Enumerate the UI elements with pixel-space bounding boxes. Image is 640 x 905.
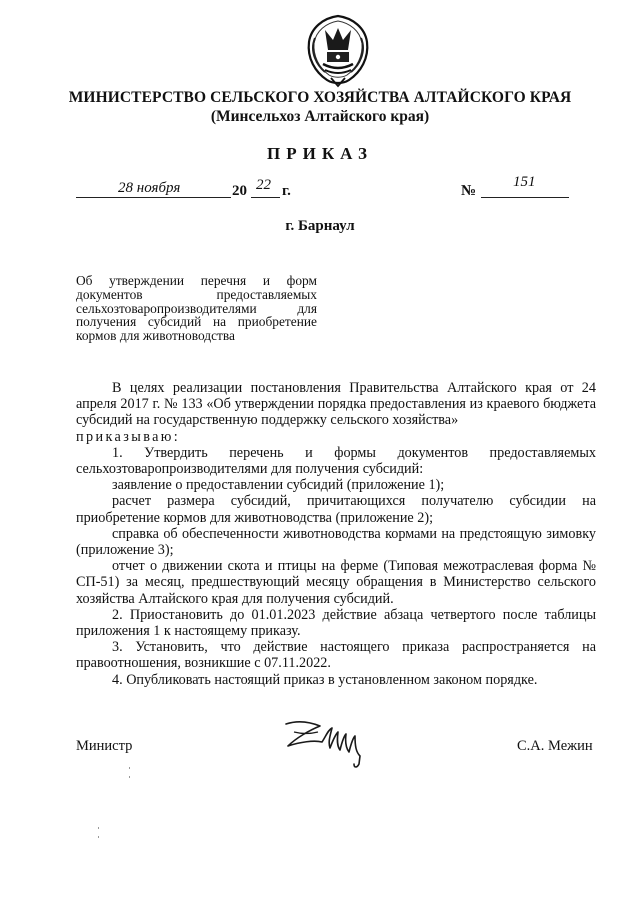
paragraph-item-1: 1. Утвердить перечень и формы документов предоставляемых сельхозтоваропроизводителями для получения субсидий:	[76, 444, 596, 478]
order-number: 151	[513, 174, 536, 190]
paragraph-preamble	[76, 380, 596, 429]
order-subject: Об утверждении перечня и форм документов предоставляемых сельхозтоваропроизводителями для получения субсидий на приобретение кормов для животноводства	[76, 273, 317, 344]
signature-icon	[280, 712, 375, 770]
date-number-row	[76, 176, 576, 206]
ministry-short-title: (Минсельхоз Алтайского края)	[210, 108, 430, 125]
year-unit: г.	[282, 183, 291, 199]
ministry-title: МИНИСТЕРСТВО СЕЛЬСКОГО ХОЗЯЙСТВА АЛТАЙСКОГО КРАЯ	[68, 89, 572, 106]
order-date: 28 ноября	[118, 180, 181, 196]
number-underline	[481, 197, 569, 198]
scan-speck	[98, 836, 99, 838]
year-underline	[251, 197, 280, 198]
scan-speck	[129, 767, 130, 769]
order-title: ПРИКАЗ	[267, 144, 373, 163]
paragraph-order-word	[76, 429, 596, 445]
paragraph-appendix-1: заявление о предоставлении субсидий (приложение 1);	[112, 477, 445, 494]
paragraph-appendix-2: расчет размера субсидий, причитающихся получателю субсидии на приобретение кормов для животноводства (приложение 2);	[76, 493, 596, 526]
paragraph-appendix-3: справка об обеспеченности животноводства кормами на предстоящую зимовку (приложение 3);	[76, 525, 596, 559]
paragraph-item-2: 2. Приостановить до 01.01.2023 действие абзаца четвертого после таблицы приложения 1 к настоящему приказу.	[76, 606, 596, 640]
paragraph-item-4: 4. Опубликовать настоящий приказ в установленном законом порядке.	[112, 671, 538, 688]
signer-name: С.А. Межин	[517, 738, 593, 754]
order-body	[76, 380, 596, 688]
scan-speck	[98, 827, 99, 829]
paragraph-item-3: 3. Установить, что действие настоящего приказа распространяется на правоотношения, возникшие с 07.11.2022.	[76, 639, 596, 672]
order-word: приказываю:	[76, 428, 181, 445]
number-label: №	[461, 183, 477, 199]
scan-speck	[129, 776, 130, 778]
date-underline	[76, 197, 231, 198]
signer-role: Министр	[76, 738, 133, 754]
paragraph-report: отчет о движении скота и птицы на ферме (Типовая межотраслевая форма № СП-51) за месяц, предшествующий месяцу обращения в Министерство сельского хозяйства Алтайского края для получения субсидий.	[76, 558, 596, 607]
year-prefix: 20	[232, 183, 247, 199]
coat-of-arms-icon	[303, 14, 373, 88]
city: г. Барнаул	[285, 218, 355, 234]
year-suffix: 22	[256, 177, 271, 193]
preamble-text: В целях реализации постановления Правительства Алтайского края от 24 апреля 2017 г. № 133 «Об утверждении порядка предоставления из краевого бюджета субсидий на государственную поддержку сельского хозяйства»	[76, 380, 596, 429]
